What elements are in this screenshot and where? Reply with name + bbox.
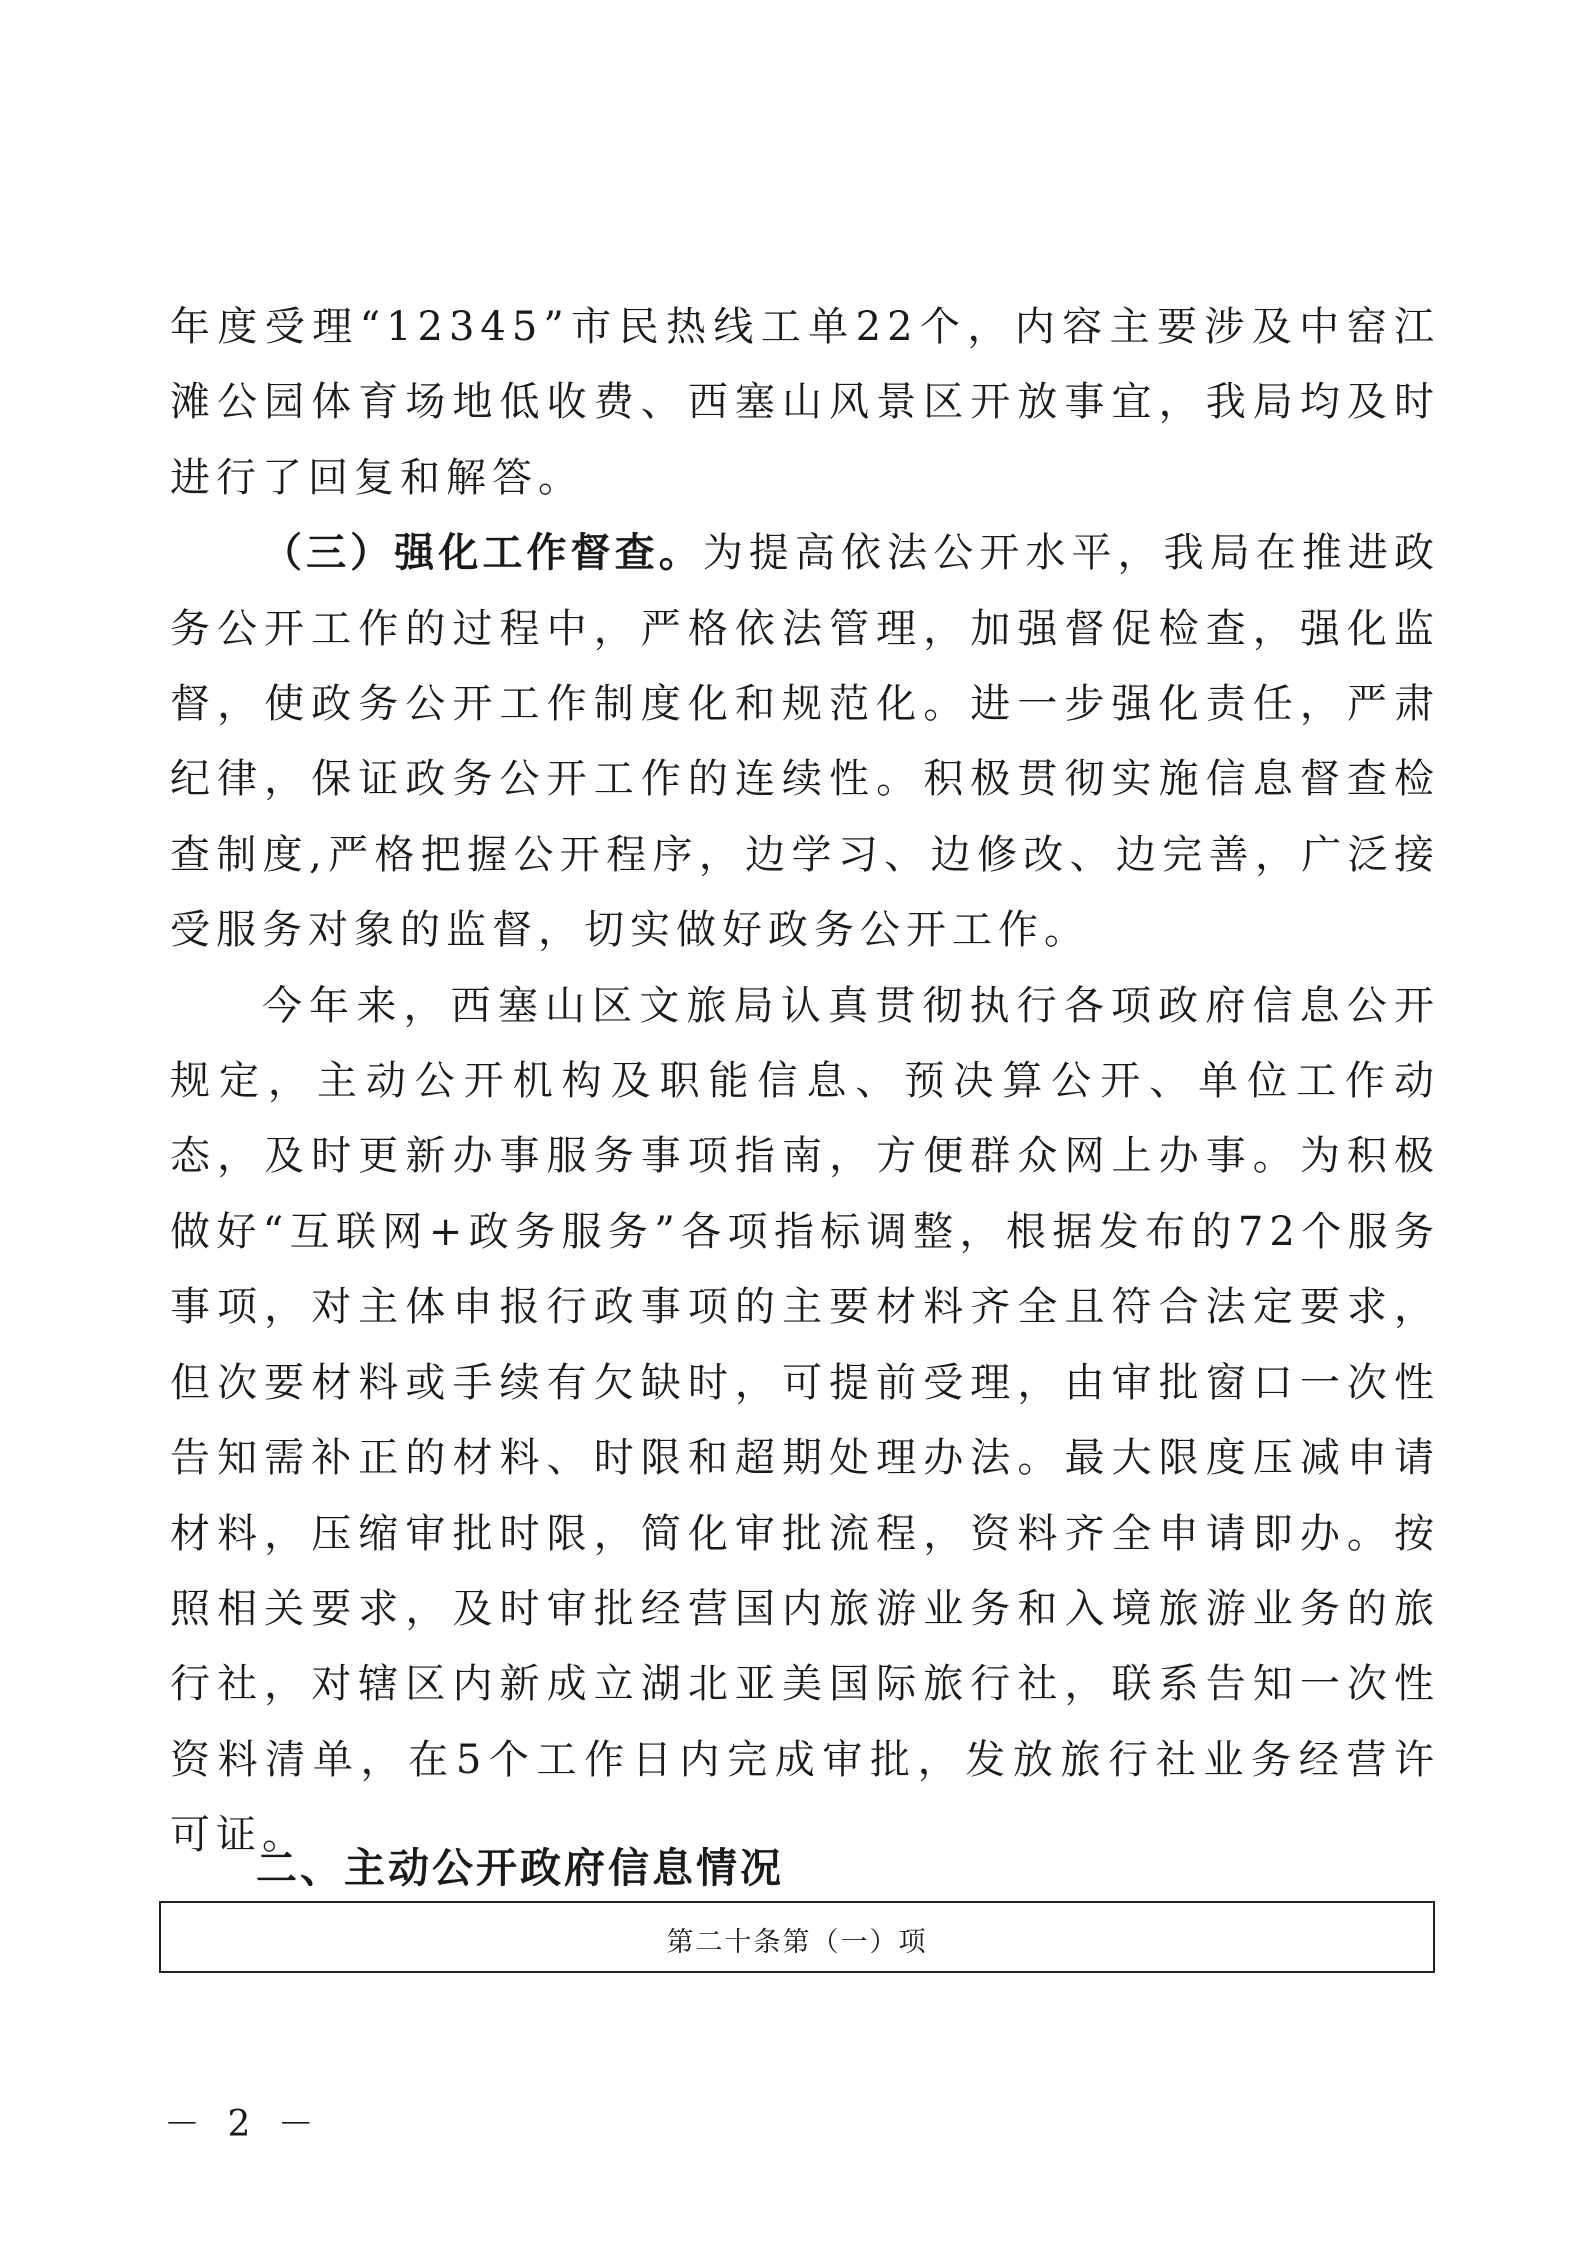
paragraph-supervision xyxy=(170,516,1440,968)
table-header-cell: 第二十条第（一）项 xyxy=(666,1927,928,1958)
section-heading: 二、主动公开政府信息情况 xyxy=(256,1844,784,1892)
paragraph-hotline: 年度受理“12345”市民热线工单22个，内容主要涉及中窑江滩公园体育场地低收费、西塞山风景区开放事宜，我局均及时进行了回复和解答。 xyxy=(170,304,1440,501)
paragraph-this-year: 今年来，西塞山区文旅局认真贯彻执行各项政府信息公开规定，主动公开机构及职能信息、预决算公开、单位工作动态，及时更新办事服务事项指南，方便群众网上办事。为积极做好“互联网+政务服务”各项指标调整，根据发布的72个服务事项，对主体申报行政事项的主要材料齐全且符合法定要求，但次要材料或手续有欠缺时，可提前受理，由审批窗口一次性告知需补正的材料、时限和超期处理办法。最大限度压减申请材料，压缩审批时限，简化审批流程，资料齐全申请即办。按照相关要求，及时审批经营国内旅游业务和入境旅游业务的旅行社，对辖区内新成立湖北亚美国际旅行社，联系告知一次性资料清单，在5个工作日内完成审批，发放旅行社业务经营许可证。 xyxy=(170,982,1440,1859)
body-text xyxy=(170,290,1440,1874)
page-number: － 2 － xyxy=(164,2104,322,2145)
info-table xyxy=(159,1901,1435,1973)
paragraph-supervision-heading: （三）强化工作督查。 xyxy=(262,530,703,577)
paragraph-supervision-body: 为提高依法公开水平，我局在推进政务公开工作的过程中，严格依法管理，加强督促检查，强化监督，使政务公开工作制度化和规范化。进一步强化责任，严肃纪律，保证政务公开工作的连续性。积极贯彻实施信息督查检查制度,严格把握公开程序，边学习、边修改、边完善，广泛接受服务对象的监督，切实做好政务公开工作。 xyxy=(170,530,1441,954)
